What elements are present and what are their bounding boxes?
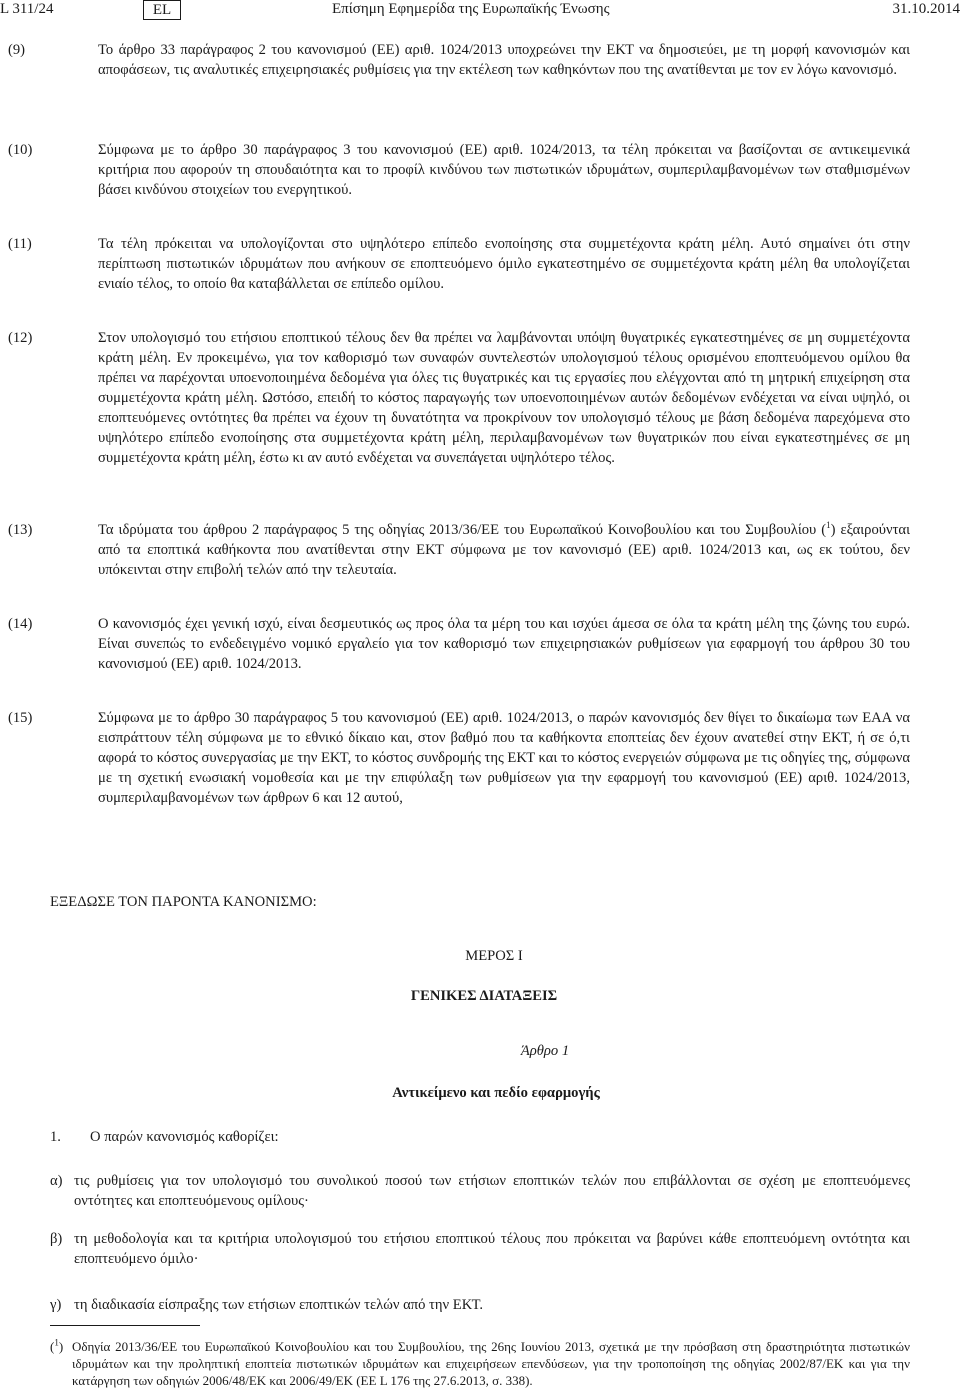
paragraph-text: Ο παρών κανονισμός καθορίζει: — [90, 1129, 279, 1145]
article-title-label: Αντικείμενο και πεδίο εφαρμογής — [392, 1085, 600, 1101]
section-heading — [0, 988, 960, 1005]
footnote-number: 1 — [54, 1337, 59, 1348]
article-label: Άρθρο 1 — [520, 1043, 570, 1059]
paragraph-1 — [50, 1129, 279, 1146]
recital-text-part: Τα ιδρύματα του άρθρου 2 παράγραφος 5 της οδηγίας 2013/36/ΕΕ του Ευρωπαϊκού Κοινοβουλίου και του Συμβουλίου ( — [98, 522, 827, 538]
point-label: γ) — [50, 1297, 62, 1313]
article-heading — [0, 1043, 960, 1060]
page-header — [0, 0, 960, 22]
article-title — [0, 1085, 960, 1102]
point-label: α) — [50, 1173, 63, 1189]
footnote-text: Οδηγία 2013/36/ΕΕ του Ευρωπαϊκού Κοινοβουλίου και του Συμβουλίου, της 26ης Ιουνίου 2013, σχετικά με την πρόσβαση στη δραστηριότητα πιστωτικών ιδρυμάτων και την προληπτική εποπτεία πιστωτικών ιδρυμάτων και επιχειρήσεων επενδύσεων, για την τροποποίηση της οδηγίας 2002/87/ΕΚ και για την κατάργηση των οδηγιών 2006/48/ΕΚ και 2006/49/ΕΚ (ΕΕ L 176 της 27.6.2013, σ. 338). — [72, 1339, 910, 1388]
page-reference: L 311/24 — [0, 1, 54, 17]
publication-date: 31.10.2014 — [892, 1, 960, 17]
paragraph-number: 1. — [50, 1129, 61, 1145]
point-label: β) — [50, 1231, 63, 1247]
point-text: τις ρυθμίσεις για τον υπολογισμό του συνολικού ποσού των ετήσιων εποπτικών τελών που επιβάλλονται σε σχέση με εποπτευόμενες οντότητες και εποπτευόμενους ομίλους· — [74, 1173, 910, 1209]
recital-text: Στον υπολογισμό του ετήσιου εποπτικού τέλους δεν θα πρέπει να λαμβάνονται υπόψη θυγατρικές εγκατεστημένες σε μη συμμετέχοντα κράτη μέλη. Εν προκειμένω, για τον καθορισμό των συναφών συντελεστών υπολογισμού τέλους ορισμένου εποπτευόμενου ομίλου θα πρέπει να παρέχονται υποενοποιημένα δεδομένα για όλες τις θυγατρικές και τις εργασίες που ελέγχονται από τη μητρική επιχείρηση στα συμμετέχοντα κράτη μέλη. Ωστόσο, επειδή το κόστος παραγωγής των υποενοποιημένων αυτών δεδομένων ενδέχεται να είναι υψηλό, οι εποπτευόμενες οντότητες θα πρέπει να έχουν τη δυνατότητα να προκρίνουν τον υπολογισμό τέλους με βάση δεδομένα παρεχόμενα στο υψηλότερο επίπεδο ενοποίησης στα συμμετέχοντα κράτη μέλη, περιλαμβανομένων των θυγατρικών που είναι εγκατεστημένες σε μη συμμετέχοντα κράτη μέλη, έστω κι αν αυτό ενδέχεται να συνεπάγεται υψηλότερο τέλος. — [98, 330, 910, 466]
recital-text: Σύμφωνα με το άρθρο 30 παράγραφος 3 του κανονισμού (ΕΕ) αριθ. 1024/2013, τα τέλη πρόκειται να βασίζονται σε αντικειμενικά κριτήρια που αφορούν τη σπουδαιότητα και το προφίλ κινδύνου των πιστωτικών ιδρυμάτων, συμπεριλαμβανομένων των σταθμισμένων βάσει κινδύνου στοιχείων του ενεργητικού. — [98, 142, 910, 198]
recital-number: (12) — [8, 330, 33, 346]
recital-number: (9) — [8, 42, 26, 58]
recital-number: (11) — [8, 236, 32, 252]
footnote-reference[interactable]: 1 — [826, 520, 831, 531]
recital-text: Το άρθρο 33 παράγραφος 2 του κανονισμού (ΕΕ) αριθ. 1024/2013 υποχρεώνει την ΕΚΤ να δημοσιεύει, με τη μορφή κανονισμών και αποφάσεων, τις αναλυτικές επιχειρησιακές ρυθμίσεις για την εκτέλεση των καθηκόντων που της ανατίθενται με τον εν λόγω κανονισμό. — [98, 42, 910, 78]
recital-text-part: ) εξαιρούνται από τα εποπτικά καθήκοντα που ανατίθενται στην ΕΚΤ σύμφωνα με τον κανονισμό (ΕΕ) αριθ. 1024/2013 και, ως εκ τούτου, δεν υπόκεινται στην επιβολή τελών από την τελευταία. — [98, 522, 911, 578]
recital-number: (14) — [8, 616, 33, 632]
journal-title: Επίσημη Εφημερίδα της Ευρωπαϊκής Ένωσης — [332, 1, 610, 17]
enacting-formula: ΕΞΕΔΩΣΕ ΤΟΝ ΠΑΡΟΝΤΑ ΚΑΝΟΝΙΣΜΟ: — [50, 894, 317, 910]
point-text: τη διαδικασία είσπραξης των ετήσιων εποπτικών τελών από την ΕΚΤ. — [74, 1297, 484, 1313]
recital-number: (10) — [8, 142, 33, 158]
recital-number: (13) — [8, 522, 33, 538]
part-label: ΜΕΡΟΣ Ι — [465, 948, 523, 964]
footnote-divider — [50, 1325, 200, 1326]
recital-text: Ο κανονισμός έχει γενική ισχύ, είναι δεσμευτικός ως προς όλα τα μέρη του και ισχύει άμεσα σε όλα τα κράτη μέλη της ζώνης του ευρώ. Είναι συνεπώς το ενδεδειγμένο νομικό εργαλείο για τον καθορισμό των επιχειρησιακών ρυθμίσεων για εφαρμογή του άρθρου 30 του κανονισμού (ΕΕ) αριθ. 1024/2013. — [98, 616, 910, 672]
language-box: EL — [143, 0, 181, 20]
recital-number: (15) — [8, 710, 33, 726]
footnote-label: ($^1$) — [50, 1337, 64, 1354]
recital-text — [98, 520, 910, 580]
part-heading — [0, 948, 960, 965]
recital-text: Τα τέλη πρόκειται να υπολογίζονται στο υψηλότερο επίπεδο ενοποίησης στα συμμετέχοντα κράτη μέλη. Αυτό σημαίνει ότι στην περίπτωση πιστωτικών ιδρυμάτων που ανήκουν σε εποπτευόμενο όμιλο εγκατεστημένο σε συμμετέχοντα κράτη μέλη θα υπολογίζεται ενιαίο τέλος, το οποίο θα καταβάλλεται σε επίπεδο ομίλου. — [98, 236, 910, 292]
recital-text: Σύμφωνα με το άρθρο 30 παράγραφος 5 του κανονισμού (ΕΕ) αριθ. 1024/2013, ο παρών κανονισμός δεν θίγει το δικαίωμα των ΕΑΑ να εισπράττουν τέλη σύμφωνα με το εθνικό δίκαιο και, στον βαθμό που τα καθήκοντα εποπτείας δεν έχουν ανατεθεί στην ΕΚΤ, ή σε ό,τι αφορά το κόστος συνεργασίας με την ΕΚΤ, το κόστος συνδρομής της ΕΚΤ και το κόστος ενεργειών σύμφωνα με τις οδηγίες της, σύμφωνα με τη σχετική ενωσιακή νομοθεσία και με την επιφύλαξη των ρυθμίσεων για την εφαρμογή του κανονισμού (ΕΕ) αριθ. 1024/2013, συμπεριλαμβανομένων των άρθρων 6 και 12 αυτού, — [98, 710, 910, 806]
section-label: ΓΕΝΙΚΕΣ ΔΙΑΤΑΞΕΙΣ — [410, 988, 558, 1004]
point-text: τη μεθοδολογία και τα κριτήρια υπολογισμού του ετήσιου εποπτικού τέλους που πρόκειται να βαρύνει κάθε εποπτευόμενη οντότητα και εποπτευόμενο όμιλο· — [74, 1231, 910, 1267]
